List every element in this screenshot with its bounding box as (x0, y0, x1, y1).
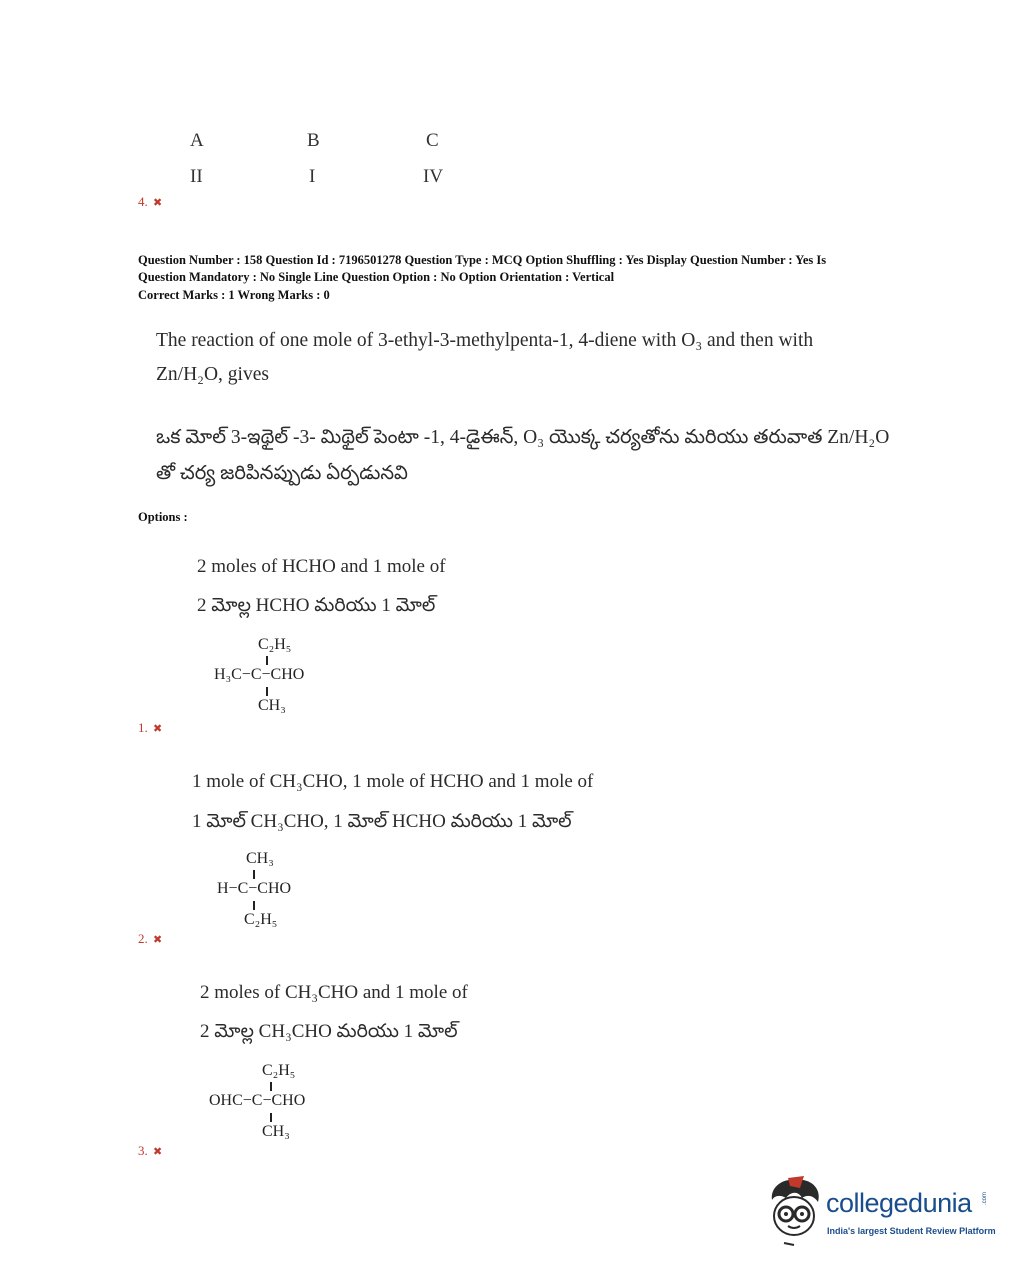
struct-bottom-group: CH₃ (262, 1123, 290, 1140)
option-1-english: 2 moles of HCHO and 1 mole of (197, 556, 446, 577)
struct-bottom-group: CH₃ (258, 697, 286, 714)
option-2-english: 1 mole of CH₃CHO, 1 mole of HCHO and 1 mole of (192, 771, 594, 792)
option-2-number[interactable] (138, 931, 162, 947)
question-telugu-line2: తో చర్య జరిపినప్పుడు ఏర్పడునవి (156, 463, 408, 484)
option-1-telugu: 2 మోల్ల HCHO మరియు 1 మోల్ (197, 595, 436, 616)
option-3-english: 2 moles of CH₃CHO and 1 mole of (200, 982, 468, 1003)
question-english-line1: The reaction of one mole of 3-ethyl-3-methylpenta-1, 4-diene with O₃ and then with (156, 330, 814, 351)
logo-wordmark: collegedunia (826, 1188, 972, 1218)
option-2-structure (214, 850, 344, 936)
bond-line (266, 687, 268, 696)
option-number-label: 2. (138, 931, 148, 946)
struct-top-group: C₂H₅ (262, 1062, 296, 1079)
option-1-number[interactable] (138, 720, 162, 736)
struct-main-chain: H−C−CHO (217, 880, 292, 897)
option-number-label: 1. (138, 720, 148, 735)
option-number-label: 4. (138, 194, 148, 209)
prev-option-number (138, 194, 162, 210)
cross-icon: ✖ (153, 1145, 163, 1158)
collegedunia-logo[interactable] (764, 1176, 994, 1248)
struct-main-chain: OHC−C−CHO (209, 1092, 306, 1109)
bond-line (270, 1082, 272, 1091)
option-3-number[interactable] (138, 1143, 162, 1159)
cross-icon: ✖ (153, 722, 163, 735)
option-3-telugu: 2 మోల్ల CH₃CHO మరియు 1 మోల్ (200, 1021, 458, 1042)
option-3-structure (207, 1062, 347, 1148)
match-header-a: A (190, 130, 204, 151)
match-header-b: B (307, 130, 320, 151)
option-number-label: 3. (138, 1143, 148, 1158)
struct-bottom-group: C₂H₅ (244, 911, 278, 928)
question-telugu-line1: ఒక మోల్ 3-ఇథైల్ -3- మిథైల్ పెంటా -1, 4-డైఈన్, O₃ యొక్క చర్యతోను మరియు తరువాత Zn/H₂O (156, 427, 890, 448)
match-value-c: IV (423, 166, 444, 187)
question-telugu (156, 420, 916, 492)
question-meta-line2: Question Mandatory : No Single Line Question Option : No Option Orientation : Vertical (138, 270, 615, 284)
logo-com: .com (982, 1192, 988, 1206)
bond-line (266, 656, 268, 665)
logo-tagline: India's largest Student Review Platform (827, 1226, 996, 1236)
question-english (156, 324, 916, 392)
question-english-line2: Zn/H₂O, gives (156, 364, 269, 385)
question-meta (138, 252, 918, 304)
match-header-c: C (426, 130, 439, 151)
bond-line (253, 901, 255, 910)
option-1-structure (210, 636, 340, 722)
struct-top-group: C₂H₅ (258, 636, 292, 653)
cross-icon: ✖ (153, 196, 163, 209)
question-marks: Correct Marks : 1 Wrong Marks : 0 (138, 288, 330, 302)
struct-main-chain: H₃C−C−CHO (214, 666, 305, 683)
match-value-a: II (190, 166, 203, 187)
struct-top-group: CH₃ (246, 850, 274, 867)
bond-line (270, 1113, 272, 1122)
cross-icon: ✖ (153, 933, 163, 946)
options-label: Options : (138, 510, 188, 524)
match-value-b: I (309, 166, 316, 187)
option-2-telugu: 1 మోల్ CH₃CHO, 1 మోల్ HCHO మరియు 1 మోల్ (192, 811, 572, 832)
bond-line (253, 870, 255, 879)
mascot-icon (764, 1176, 826, 1246)
question-meta-line1: Question Number : 158 Question Id : 7196501278 Question Type : MCQ Option Shuffling : Yes Display Question Number : Yes Is (138, 253, 827, 267)
